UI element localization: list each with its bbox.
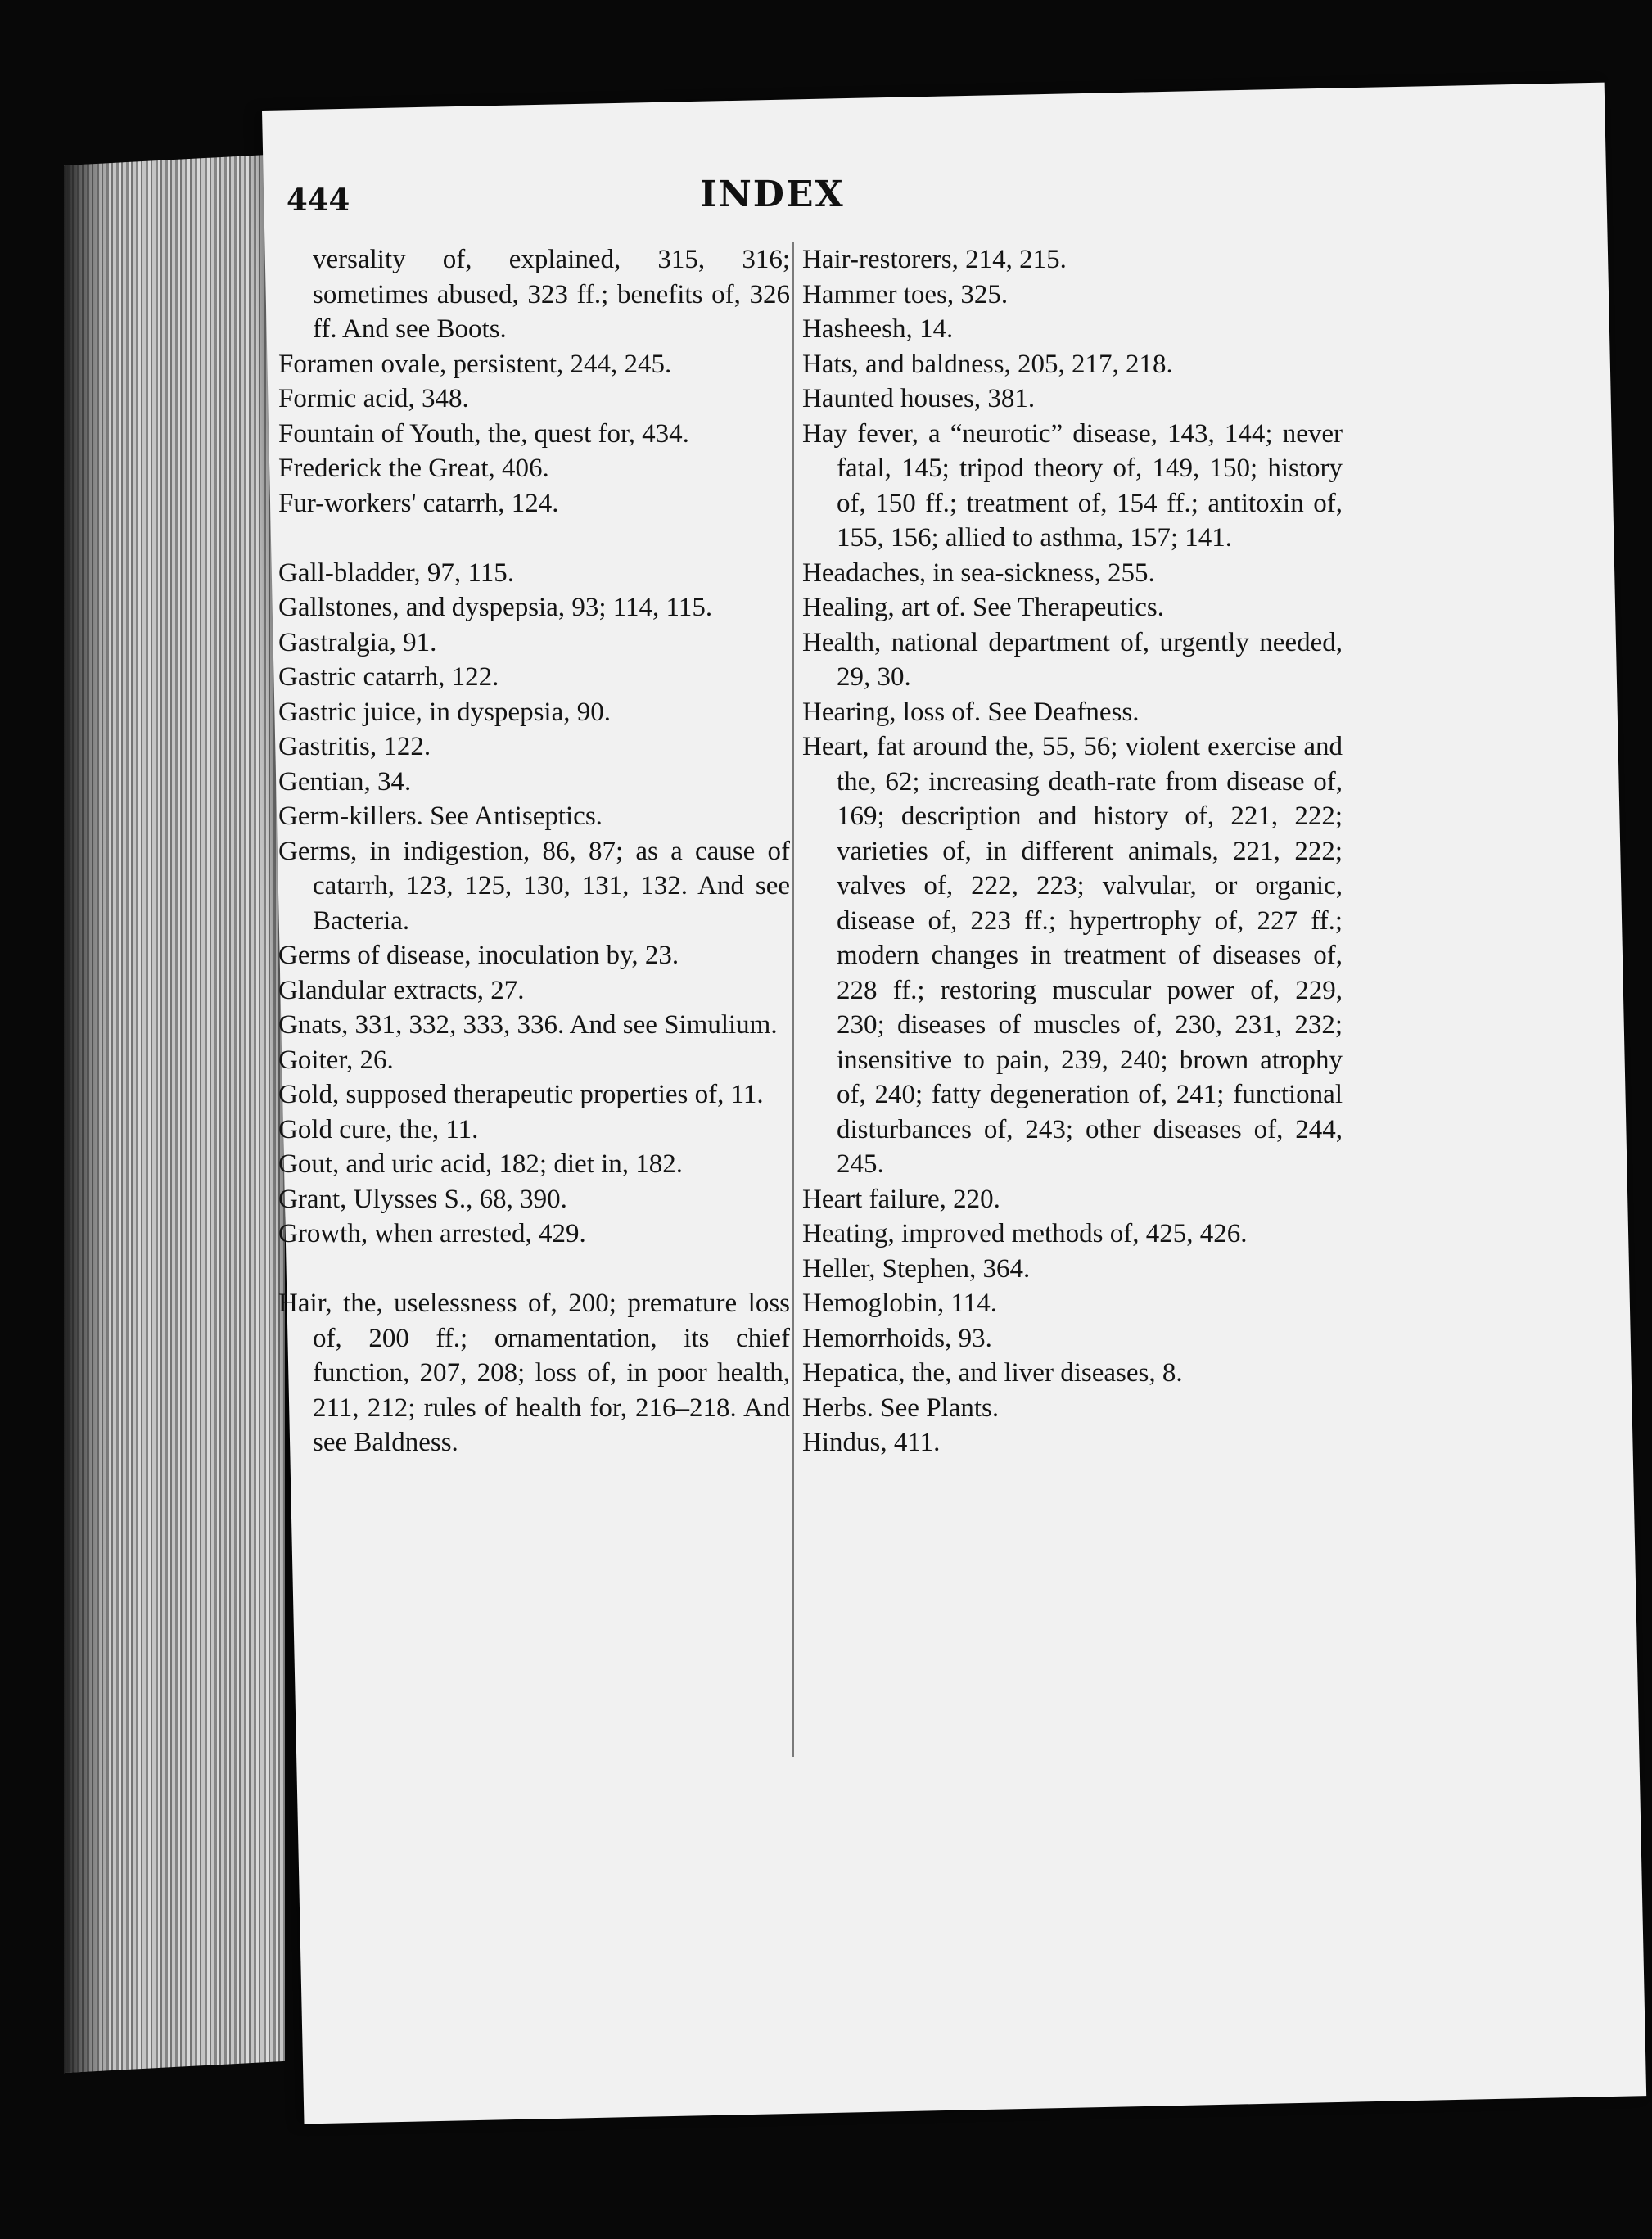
index-entry: Hemoglobin, 114. — [802, 1289, 998, 1318]
index-entry: Hats, and baldness, 205, 217, 218. — [802, 349, 1173, 379]
index-entry: Gentian, 34. — [278, 766, 412, 797]
index-entry: Heart, fat around the, 55, 56; violent exercise and the, 62; increasing death-rate from disease of, 169; description and history of, 221, 222; varieties of, in different animals, 221, 222; valves of, 222, 223; valvular, or organic, disease of, 223 ff.; hypertrophy of, 227 ff.; modern changes in treatment of diseases of, 228 ff.; restoring muscular power of, 229, 230; diseases of muscles of, 230, 231, 232; insensitive to pain, 239, 240; brown atrophy of, 240; fatty degeneration of, 241; functional disturbances of, 243; other diseases of, 244, 245. — [802, 732, 1343, 1179]
index-entry: Glandular extracts, 27. — [278, 975, 525, 1005]
index-entry: Gastritis, 122. — [278, 732, 431, 761]
index-entry: Hepatica, the, and liver diseases, 8. — [802, 1358, 1183, 1388]
section-gap — [278, 1252, 790, 1287]
index-column-right — [802, 242, 1343, 1460]
index-entry: Formic acid, 348. — [278, 384, 469, 413]
index-entry: Gallstones, and dyspepsia, 93; 114, 115. — [278, 593, 713, 622]
index-entry: Heller, Stephen, 364. — [802, 1253, 1031, 1284]
column-divider — [792, 242, 794, 1757]
index-entry: Gastric juice, in dyspepsia, 90. — [278, 697, 611, 727]
index-entry: Grant, Ulysses S., 68, 390. — [278, 1184, 567, 1214]
index-entry: Foramen ovale, persistent, 244, 245. — [278, 349, 672, 379]
index-entry: Gall-bladder, 97, 115. — [278, 557, 514, 588]
index-entry: Hay fever, a “neurotic” disease, 143, 144; never fatal, 145; tripod theory of, 149, 150; history of, 150 ff.; treatment of, 154 ff.; antitoxin of, 155, 156; allied to asthma, 157; 141. — [802, 418, 1343, 553]
index-entry: Hearing, loss of. See Deafness. — [802, 697, 1140, 727]
index-entry: Gastralgia, 91. — [278, 627, 437, 657]
index-entry: Germs of disease, inoculation by, 23. — [278, 941, 679, 970]
index-entry: Heart failure, 220. — [802, 1184, 1000, 1214]
index-entry: Hemorrhoids, 93. — [802, 1323, 992, 1353]
index-entry: Fountain of Youth, the, quest for, 434. — [278, 418, 689, 449]
index-entry: Hair, the, uselessness of, 200; premature loss of, 200 ff.; ornamentation, its chief function, 207, 208; loss of, in poor health, 211, 212; rules of health for, 216–218. And see Baldness. — [278, 1289, 790, 1457]
index-entry: Herbs. See Plants. — [802, 1393, 1000, 1423]
page-number: 444 — [287, 182, 350, 218]
section-gap — [278, 521, 790, 556]
index-entry: Growth, when arrested, 429. — [278, 1219, 586, 1248]
index-entry: Germs, in indigestion, 86, 87; as a cause of catarrh, 123, 125, 130, 131, 132. And see Bacteria. — [278, 836, 790, 936]
index-entry: versality of, explained, 315, 316; sometimes abused, 323 ff.; benefits of, 326 ff. And see Boots. — [313, 245, 790, 344]
index-entry: Hindus, 411. — [802, 1428, 941, 1457]
index-entry: Healing, art of. See Therapeutics. — [802, 593, 1164, 622]
index-entry: Gout, and uric acid, 182; diet in, 182. — [278, 1149, 683, 1179]
index-entry: Health, national department of, urgently needed, 29, 30. — [802, 627, 1343, 692]
index-entry: Hammer toes, 325. — [802, 279, 1009, 309]
index-entry: Goiter, 26. — [278, 1045, 394, 1075]
index-entry: Gold, supposed therapeutic properties of, 11. — [278, 1080, 764, 1109]
index-entry: Fur-workers' catarrh, 124. — [278, 488, 559, 518]
index-entry: Frederick the Great, 406. — [278, 454, 549, 483]
index-entry: Heating, improved methods of, 425, 426. — [802, 1219, 1248, 1248]
index-entry: Gastric catarrh, 122. — [278, 662, 499, 692]
book-page-edges — [64, 154, 285, 2073]
index-entry: Gnats, 331, 332, 333, 336. And see Simulium. — [278, 1010, 778, 1040]
index-entry: Germ-killers. See Antiseptics. — [278, 801, 603, 831]
index-entry: Hair-restorers, 214, 215. — [802, 245, 1067, 274]
index-entry: Hasheesh, 14. — [802, 314, 954, 344]
index-column-left — [278, 242, 790, 1460]
running-head: INDEX — [700, 174, 845, 215]
index-entry: Gold cure, the, 11. — [278, 1114, 479, 1144]
index-entry: Headaches, in sea-sickness, 255. — [802, 557, 1155, 588]
index-entry: Haunted houses, 381. — [802, 384, 1036, 413]
